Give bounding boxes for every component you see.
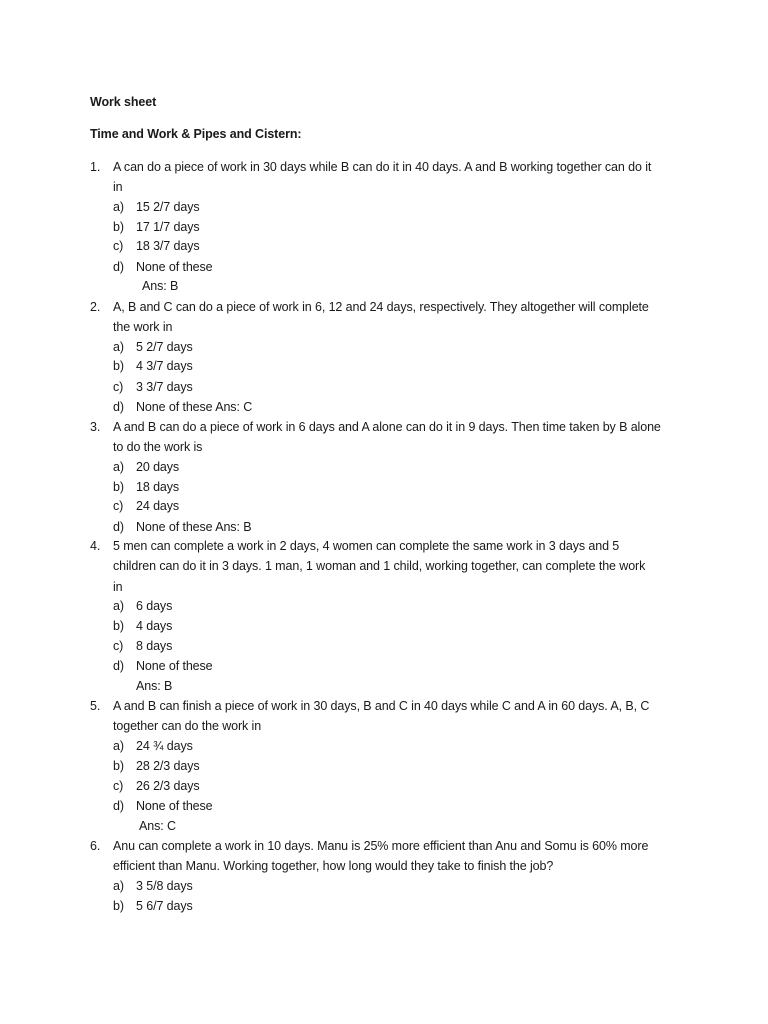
option-text: 5 2/7 days — [136, 340, 193, 354]
option-text: 26 2/3 days — [136, 779, 200, 793]
option-label: c) — [113, 779, 124, 793]
question-text: the work in — [113, 320, 173, 334]
option-text: None of these — [136, 659, 213, 673]
option-label: b) — [113, 220, 124, 234]
question-number: 4. — [90, 539, 101, 553]
option-text: None of these Ans: B — [136, 520, 252, 534]
question-text: 5 men can complete a work in 2 days, 4 women can complete the same work in 3 days and 5 — [113, 539, 620, 553]
option-label: c) — [113, 380, 124, 394]
question-number: 6. — [90, 839, 101, 853]
question-number: 5. — [90, 699, 101, 713]
option-text: 20 days — [136, 460, 180, 474]
question-text: in — [113, 180, 123, 194]
option-label: b) — [113, 899, 124, 913]
option-label: a) — [113, 599, 124, 613]
option-text: 8 days — [136, 639, 173, 653]
option-label: a) — [113, 739, 124, 753]
option-text: 4 3/7 days — [136, 359, 193, 373]
question-text: in — [113, 580, 123, 594]
option-label: a) — [113, 879, 124, 893]
option-text: 3 5/8 days — [136, 879, 193, 893]
question-text: together can do the work in — [113, 719, 262, 733]
option-text: 6 days — [136, 599, 173, 613]
question-number: 2. — [90, 300, 101, 314]
option-label: c) — [113, 639, 124, 653]
option-text: 28 2/3 days — [136, 759, 200, 773]
option-text: None of these Ans: C — [136, 400, 253, 414]
question-number: 3. — [90, 420, 101, 434]
question-text: A, B and C can do a piece of work in 6, 12 and 24 days, respectively. They altogether will complete — [113, 300, 649, 314]
option-text: 3 3/7 days — [136, 380, 193, 394]
option-text: 4 days — [136, 619, 173, 633]
option-label: d) — [113, 520, 124, 534]
option-label: d) — [113, 659, 124, 673]
option-text: 18 3/7 days — [136, 239, 200, 253]
option-label: b) — [113, 619, 124, 633]
answer-text: Ans: B — [136, 679, 173, 693]
option-label: d) — [113, 799, 124, 813]
option-label: c) — [113, 239, 124, 253]
option-text: None of these — [136, 799, 213, 813]
question-number: 1. — [90, 160, 101, 174]
option-text: 24 ¾ days — [136, 739, 193, 753]
option-label: d) — [113, 260, 124, 274]
option-label: b) — [113, 480, 124, 494]
option-label: a) — [113, 460, 124, 474]
question-text: efficient than Manu. Working together, how long would they take to finish the job? — [113, 859, 554, 873]
worksheet-subtitle: Time and Work & Pipes and Cistern: — [90, 127, 302, 141]
option-text: 18 days — [136, 480, 180, 494]
option-text: 5 6/7 days — [136, 899, 193, 913]
question-text: A and B can finish a piece of work in 30 days, B and C in 40 days while C and A in 60 days. A, B, C — [113, 699, 650, 713]
option-text: 17 1/7 days — [136, 220, 200, 234]
option-label: d) — [113, 400, 124, 414]
option-text: 24 days — [136, 499, 180, 513]
option-label: b) — [113, 759, 124, 773]
question-text: A can do a piece of work in 30 days while B can do it in 40 days. A and B working together can do it — [113, 160, 652, 174]
answer-text: Ans: C — [139, 819, 176, 833]
question-text: to do the work is — [113, 440, 203, 454]
option-label: c) — [113, 499, 124, 513]
answer-text: Ans: B — [142, 279, 179, 293]
option-label: a) — [113, 340, 124, 354]
option-label: a) — [113, 200, 124, 214]
option-label: b) — [113, 359, 124, 373]
question-text: Anu can complete a work in 10 days. Manu is 25% more efficient than Anu and Somu is 60% more — [113, 839, 649, 853]
question-text: A and B can do a piece of work in 6 days and A alone can do it in 9 days. Then time taken by B alone — [113, 420, 661, 434]
question-text: children can do it in 3 days. 1 man, 1 woman and 1 child, working together, can complete the work — [113, 559, 646, 573]
worksheet-title: Work sheet — [90, 95, 157, 109]
option-text: 15 2/7 days — [136, 200, 200, 214]
option-text: None of these — [136, 260, 213, 274]
